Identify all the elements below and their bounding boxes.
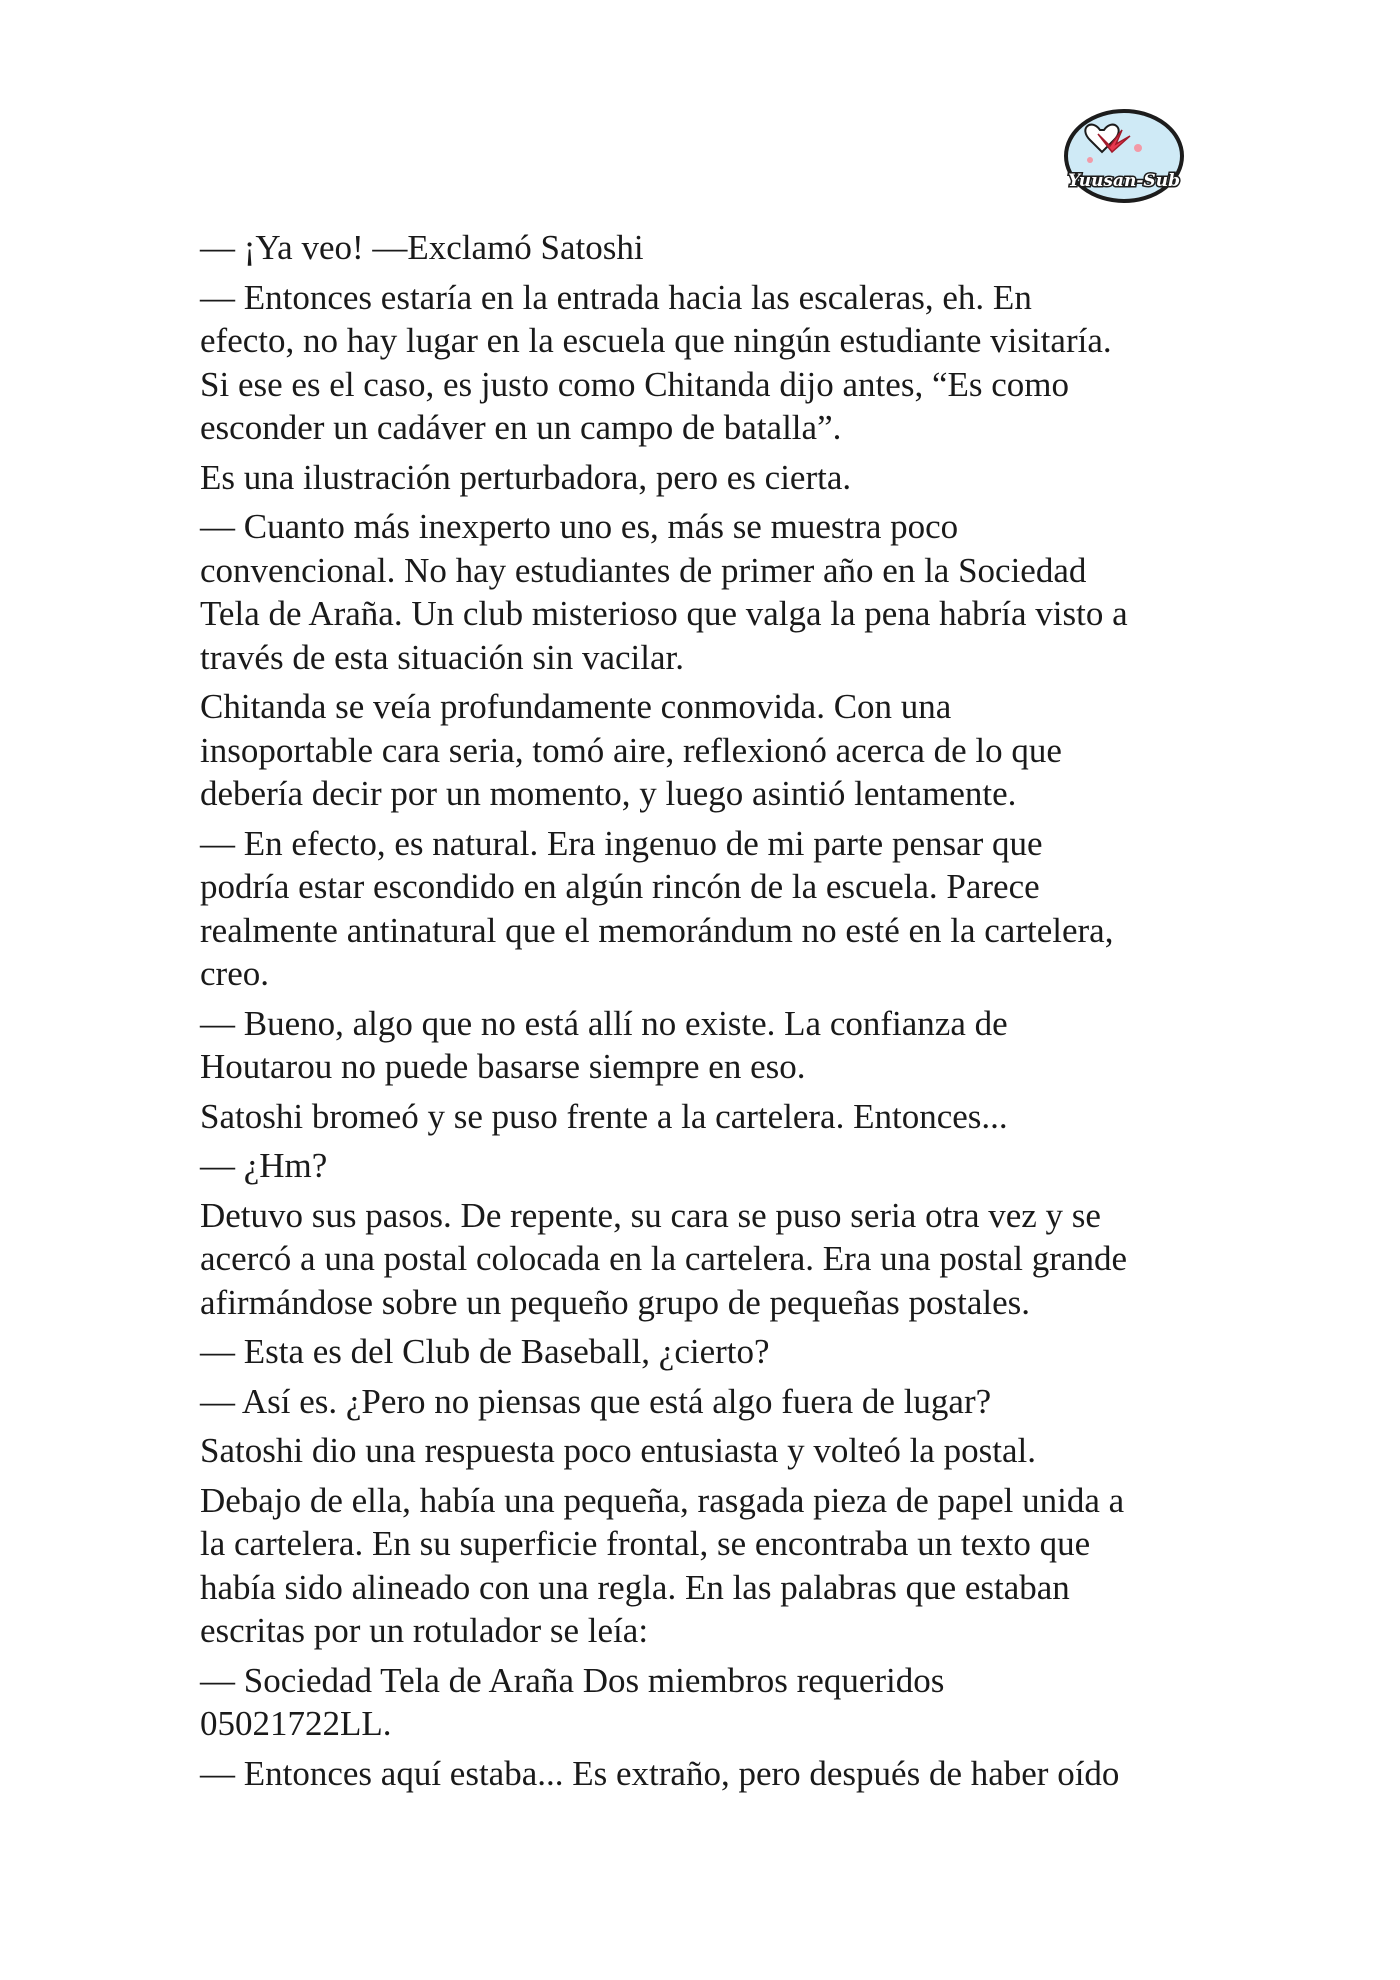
text-line: Debajo de ella, había una pequeña, rasgada pieza de papel unida a	[200, 1480, 1125, 1520]
text-line: efecto, no hay lugar en la escuela que ningún estudiante visitaría.	[200, 321, 1112, 360]
logo-text: Yuusan-Sub	[1068, 171, 1180, 191]
paragraph	[200, 685, 1210, 816]
text-line: Si ese es el caso, es justo como Chitanda dijo antes, “Es como	[200, 364, 1069, 404]
text-line: 05021722LL.	[200, 1704, 392, 1743]
text-line: — Bueno, algo que no está allí no existe. La confianza de	[200, 1003, 1008, 1043]
paragraph	[200, 1194, 1210, 1325]
text-line: Satoshi bromeó y se puso frente a la cartelera. Entonces...	[200, 1096, 1008, 1136]
text-line: — ¿Hm?	[200, 1146, 328, 1185]
text-line: realmente antinatural que el memorándum no esté en la cartelera,	[200, 910, 1114, 950]
text-line: la cartelera. En su superficie frontal, se encontraba un texto que	[200, 1524, 1091, 1563]
text-line: había sido alineado con una regla. En las palabras que estaban	[200, 1567, 1070, 1607]
paragraph	[200, 1659, 1210, 1746]
paragraph	[200, 226, 1210, 270]
paragraph	[200, 505, 1210, 679]
text-line: — Entonces aquí estaba... Es extraño, pero después de haber oído	[200, 1753, 1120, 1793]
text-line: podría estar escondido en algún rincón de la escuela. Parece	[200, 867, 1040, 906]
paragraph	[200, 456, 1210, 500]
paragraph	[200, 1144, 1210, 1188]
text-line: — Entonces estaría en la entrada hacia las escaleras, eh. En	[200, 277, 1032, 317]
text-line: Houtarou no puede basarse siempre en eso.	[200, 1047, 806, 1086]
text-line: esconder un cadáver en un campo de batalla”.	[200, 408, 842, 447]
text-line: Satoshi dio una respuesta poco entusiasta y volteó la postal.	[200, 1431, 1036, 1470]
text-line: — Esta es del Club de Baseball, ¿cierto?	[200, 1332, 770, 1371]
yuusan-sub-logo	[1060, 108, 1190, 208]
text-line: — Así es. ¿Pero no piensas que está algo fuera de lugar?	[200, 1381, 992, 1421]
text-line: — Cuanto más inexperto uno es, más se muestra poco	[200, 507, 959, 546]
paragraph	[200, 276, 1210, 450]
paragraph	[200, 822, 1210, 996]
text-line: insoportable cara seria, tomó aire, reflexionó acerca de lo que	[200, 730, 1062, 770]
text-line: Detuvo sus pasos. De repente, su cara se puso seria otra vez y se	[200, 1195, 1101, 1235]
paragraph	[200, 1429, 1210, 1473]
story-text	[200, 226, 1210, 1801]
text-line: — En efecto, es natural. Era ingenuo de mi parte pensar que	[200, 823, 1043, 863]
text-line: Tela de Araña. Un club misterioso que valga la pena habría visto a	[200, 594, 1128, 633]
text-line: escritas por un rotulador se leía:	[200, 1611, 649, 1650]
paragraph	[200, 1330, 1210, 1374]
paragraph	[200, 1095, 1210, 1139]
paragraph	[200, 1380, 1210, 1424]
paragraph	[200, 1479, 1210, 1653]
text-line: convencional. No hay estudiantes de primer año en la Sociedad	[200, 550, 1087, 590]
text-line: — Sociedad Tela de Araña Dos miembros requeridos	[200, 1660, 945, 1700]
paragraph	[200, 1752, 1210, 1796]
text-line: Es una ilustración perturbadora, pero es cierta.	[200, 457, 852, 497]
sparkle-icon	[1134, 144, 1142, 152]
paragraph	[200, 1002, 1210, 1089]
text-line: creo.	[200, 954, 269, 993]
text-line: través de esta situación sin vacilar.	[200, 637, 685, 677]
text-line: debería decir por un momento, y luego asintió lentamente.	[200, 774, 1017, 813]
text-line: afirmándose sobre un pequeño grupo de pequeñas postales.	[200, 1282, 1031, 1322]
text-line: Chitanda se veía profundamente conmovida. Con una	[200, 687, 952, 726]
text-line: — ¡Ya veo! —Exclamó Satoshi	[200, 228, 644, 267]
sparkle-icon	[1087, 157, 1093, 163]
text-line: acercó a una postal colocada en la cartelera. Era una postal grande	[200, 1239, 1127, 1278]
